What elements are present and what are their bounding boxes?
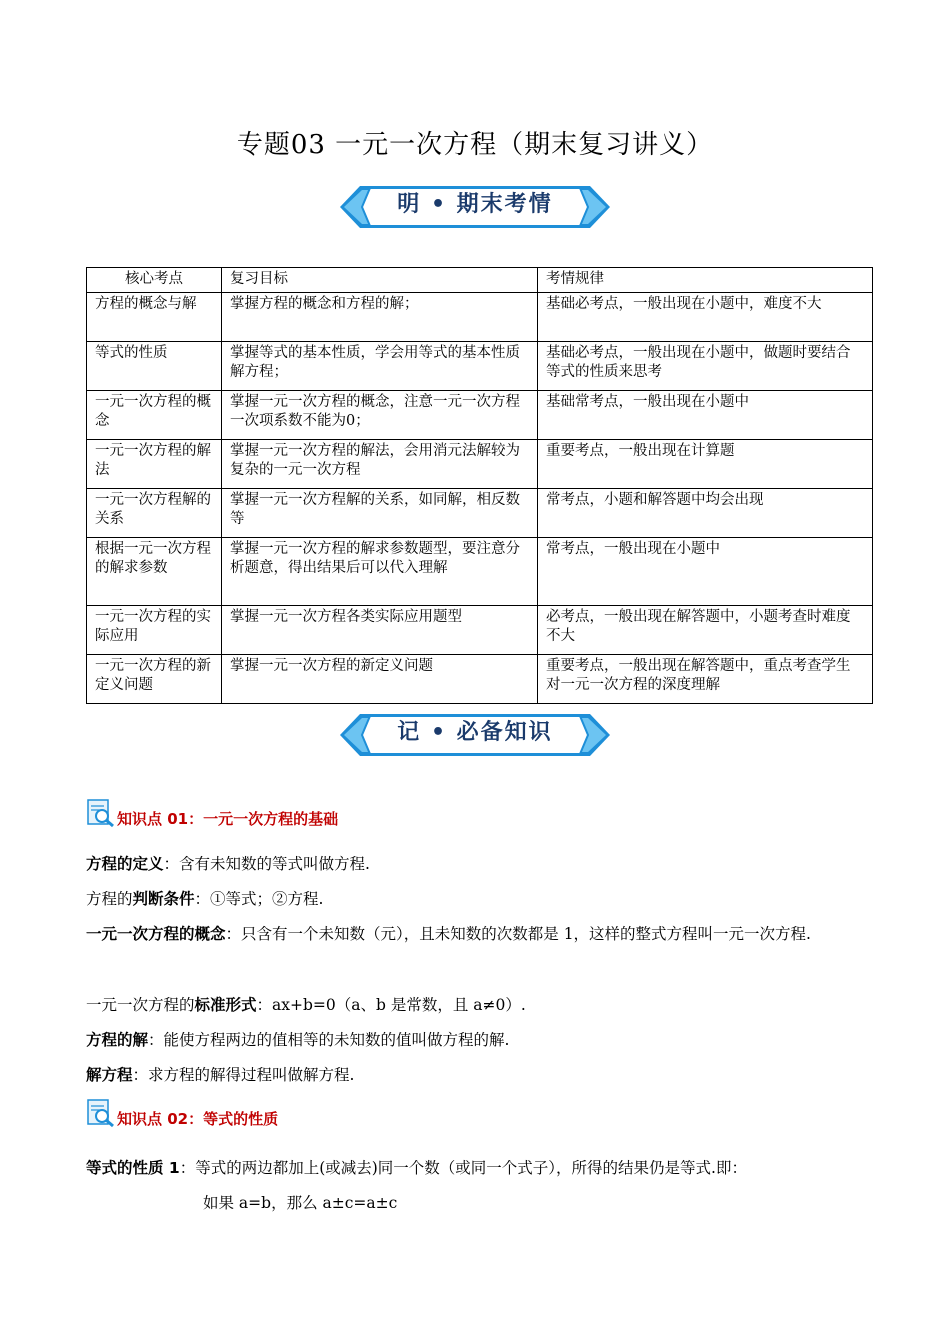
table-row (87, 655, 873, 704)
table-cell: 方程的概念与解 (87, 293, 222, 342)
table-cell: 掌握一元一次方程各类实际应用题型 (222, 606, 538, 655)
table-cell: 常考点，小题和解答题中均会出现 (538, 489, 873, 538)
knowledge-point-label: 知识点 01：一元一次方程的基础 (117, 810, 339, 828)
table-cell: 必考点，一般出现在解答题中，小题考查时难度不大 (538, 606, 873, 655)
table-row (87, 293, 873, 342)
solve-paragraph (86, 1058, 876, 1093)
standard-form-paragraph (86, 988, 876, 1023)
table-cell: 掌握一元一次方程的概念，注意一元一次方程一次项系数不能为0； (222, 391, 538, 440)
solution-paragraph (86, 1023, 876, 1058)
body-text: 方程的 (86, 890, 133, 908)
table-cell: 一元一次方程的解法 (87, 440, 222, 489)
body-text: ：只含有一个未知数（元），且未知数的次数都是 1，这样的整式方程叫一元一次方程. (225, 925, 811, 943)
column-header: 核心考点 (87, 268, 222, 293)
property-paragraph (86, 1151, 876, 1186)
definition-paragraph (86, 847, 876, 882)
term: 解方程 (86, 1066, 133, 1084)
table-row (87, 342, 873, 391)
table-cell: 掌握一元一次方程的解法，会用消元法解较为复杂的一元一次方程 (222, 440, 538, 489)
term: 判断条件 (132, 890, 195, 908)
table-row (87, 538, 873, 606)
column-header: 考情规律 (538, 268, 873, 293)
table-cell: 掌握一元一次方程的新定义问题 (222, 655, 538, 704)
body-text: ：求方程的解得过程叫做解方程. (132, 1066, 355, 1084)
table-cell: 基础必考点，一般出现在小题中，做题时要结合等式的性质来思考 (538, 342, 873, 391)
column-header: 复习目标 (222, 268, 538, 293)
judge-paragraph (86, 882, 876, 917)
table-header-row (87, 268, 873, 293)
table-row (87, 489, 873, 538)
table-cell: 基础常考点，一般出现在小题中 (538, 391, 873, 440)
body-text: 一元一次方程的 (86, 996, 195, 1014)
table-cell: 掌握一元一次方程的解求参数题型，要注意分析题意，得出结果后可以代入理解 (222, 538, 538, 606)
table-cell: 重要考点，一般出现在计算题 (538, 440, 873, 489)
term: 等式的性质 1 (86, 1159, 180, 1177)
body-text: ：等式的两边都加上(或减去)同一个数（或同一个式子），所得的结果仍是等式.即： (179, 1159, 747, 1177)
table-cell: 一元一次方程的概念 (87, 391, 222, 440)
table-cell: 掌握等式的基本性质，学会用等式的基本性质解方程； (222, 342, 538, 391)
table-cell: 等式的性质 (87, 342, 222, 391)
table-row (87, 391, 873, 440)
body-text: ：ax+b=0（a、b 是常数，且 a≠0）. (256, 996, 526, 1014)
body-text: ：含有未知数的等式叫做方程. (163, 855, 370, 873)
table-cell: 一元一次方程的实际应用 (87, 606, 222, 655)
knowledge-point-label: 知识点 02：等式的性质 (117, 1110, 279, 1128)
term: 标准形式 (194, 996, 257, 1014)
banner-title: 记 • 必备知识 (397, 720, 553, 745)
term: 一元一次方程的概念 (86, 925, 226, 943)
magnifier-document-icon (86, 798, 116, 828)
concept-paragraph (86, 917, 876, 952)
table-cell: 根据一元一次方程的解求参数 (87, 538, 222, 606)
table-cell: 掌握一元一次方程解的关系，如同解，相反数等 (222, 489, 538, 538)
table-cell: 重要考点，一般出现在解答题中，重点考查学生对一元一次方程的深度理解 (538, 655, 873, 704)
table-cell: 基础必考点，一般出现在小题中，难度不大 (538, 293, 873, 342)
section-banner-knowledge (340, 708, 610, 762)
table-cell: 掌握方程的概念和方程的解； (222, 293, 538, 342)
term: 方程的解 (86, 1031, 149, 1049)
body-text: ：能使方程两边的值相等的未知数的值叫做方程的解. (148, 1031, 510, 1049)
section-banner-exam (340, 180, 610, 234)
table-row (87, 440, 873, 489)
magnifier-document-icon (86, 1098, 116, 1128)
table-row (87, 606, 873, 655)
term: 方程的定义 (86, 855, 164, 873)
table-cell: 常考点，一般出现在小题中 (538, 538, 873, 606)
page-title: 专题03 一元一次方程（期末复习讲义） (236, 130, 714, 160)
formula-line: 如果 a=b，那么 a±c=a±c (203, 1194, 398, 1212)
table-cell: 一元一次方程的新定义问题 (87, 655, 222, 704)
body-text: ：①等式；②方程. (194, 890, 324, 908)
exam-table (86, 267, 873, 704)
table-cell: 一元一次方程解的关系 (87, 489, 222, 538)
banner-title: 明 • 期末考情 (397, 192, 553, 217)
